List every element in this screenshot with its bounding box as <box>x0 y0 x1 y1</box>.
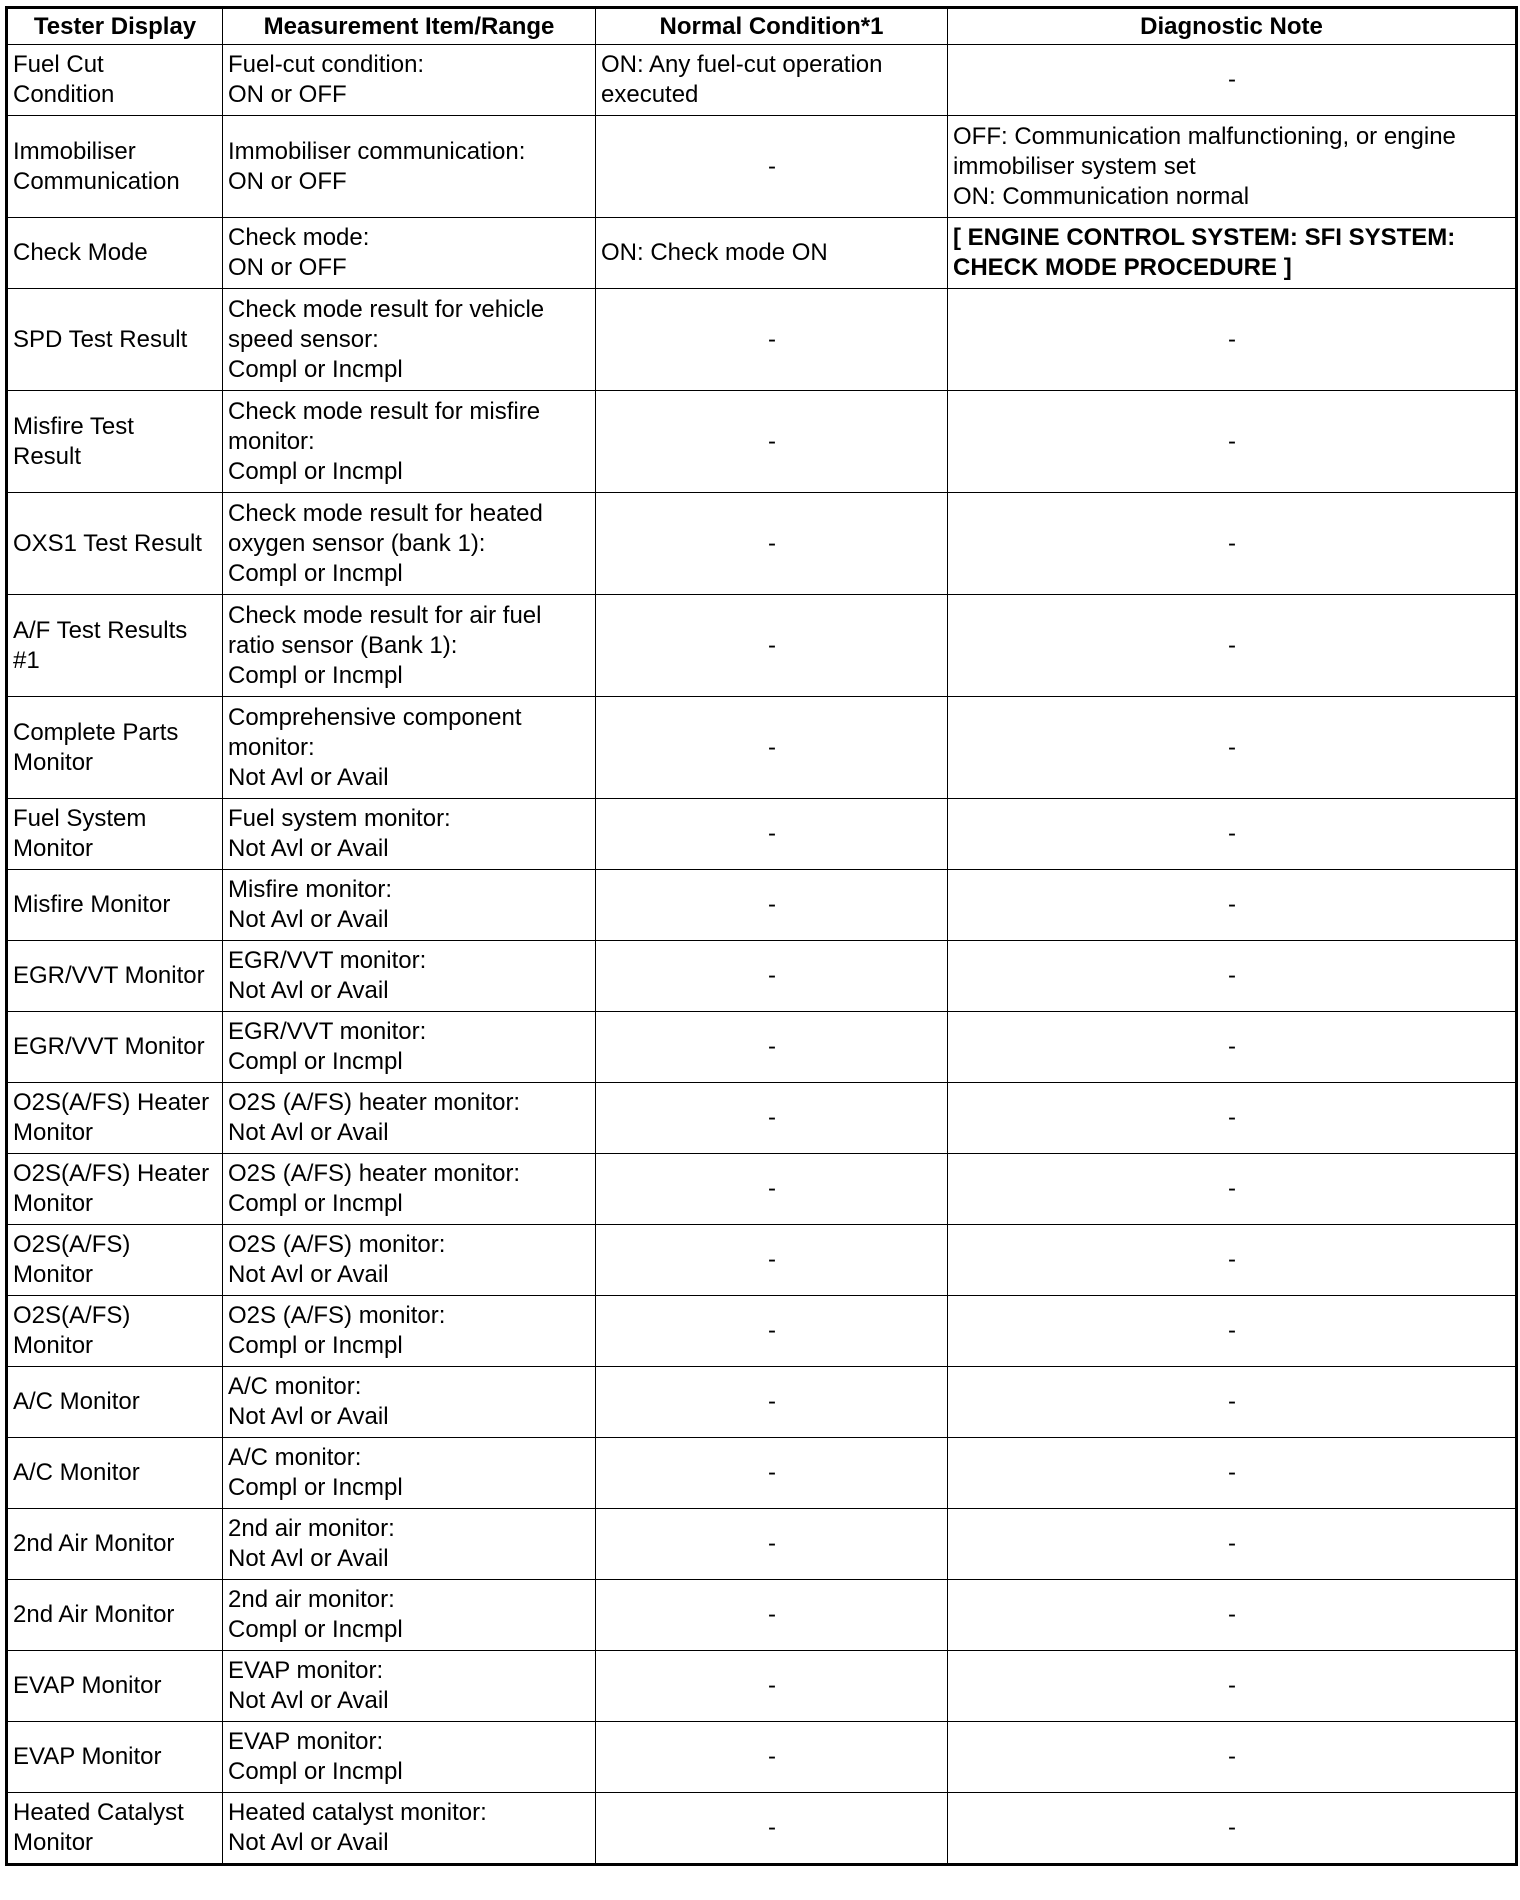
cell-text-line: - <box>1228 66 1236 93</box>
cell-text-line: - <box>1228 529 1236 557</box>
cell-tester-display <box>7 116 223 218</box>
cell-text-line: Not Avl or Avail <box>228 763 389 791</box>
cell-text-line: EGR/VVT Monitor <box>13 962 205 989</box>
cell-text-line: Compl or Incmpl <box>228 559 403 587</box>
cell-diagnostic-note <box>948 1793 1517 1865</box>
cell-text-line: Monitor <box>13 1261 94 1288</box>
cell-text-line: - <box>1228 1459 1236 1486</box>
cell-diagnostic-note <box>948 45 1517 116</box>
cell-text-line: - <box>768 325 776 353</box>
cell-diagnostic-note <box>948 595 1517 697</box>
cell-text-line: Compl or Incmpl <box>228 1474 403 1501</box>
data-list-table-wrapper <box>5 6 1518 1866</box>
cell-measurement-item <box>223 595 596 697</box>
cell-text-line: Monitor <box>13 1829 94 1856</box>
cell-text-line: EGR/VVT monitor: <box>228 947 427 974</box>
cell-text-line: Not Avl or Avail <box>228 1119 389 1146</box>
cell-text-line: EGR/VVT Monitor <box>13 1033 205 1060</box>
cell-measurement-item <box>223 941 596 1012</box>
cell-text-line: - <box>1228 891 1236 918</box>
cell-measurement-item <box>223 391 596 493</box>
cell-text-line: monitor: <box>228 427 315 455</box>
cell-text-line: ON: Communication normal <box>953 182 1250 210</box>
cell-measurement-item <box>223 1509 596 1580</box>
table-row <box>7 697 1517 799</box>
cell-text-line: - <box>1228 1104 1236 1131</box>
cell-tester-display <box>7 595 223 697</box>
cell-text-line: OXS1 Test Result <box>13 529 202 557</box>
cell-text-line: Check Mode <box>13 239 148 266</box>
cell-text-line: Complete Parts <box>13 718 179 746</box>
cell-text-line: ON or OFF <box>228 254 347 281</box>
cell-text-line: ON or OFF <box>228 167 347 195</box>
header-normal-condition: Normal Condition*1 <box>596 8 948 45</box>
cell-text-line: - <box>1228 820 1236 847</box>
cell-text-line: - <box>768 631 776 659</box>
cell-tester-display <box>7 697 223 799</box>
cell-text-line: O2S (A/FS) monitor: <box>228 1231 446 1258</box>
cell-text-line: - <box>768 529 776 557</box>
cell-diagnostic-note <box>948 1225 1517 1296</box>
cell-text-line: A/C Monitor <box>13 1459 140 1486</box>
cell-text-line: Fuel Cut <box>13 51 104 78</box>
cell-text-line: A/F Test Results <box>13 616 188 644</box>
cell-text-line: Not Avl or Avail <box>228 835 389 862</box>
cell-text-line: O2S (A/FS) monitor: <box>228 1302 446 1329</box>
cell-text-line: - <box>768 1530 776 1557</box>
table-row <box>7 1012 1517 1083</box>
cell-text-line: Check mode result for heated <box>228 499 543 527</box>
cell-text-line: Check mode result for air fuel <box>228 601 542 629</box>
table-row <box>7 1580 1517 1651</box>
cell-text-line: - <box>1228 962 1236 989</box>
table-row <box>7 1296 1517 1367</box>
cell-text-line: - <box>768 1246 776 1273</box>
cell-text-line: - <box>1228 631 1236 659</box>
cell-text-line: 2nd Air Monitor <box>13 1601 175 1628</box>
cell-text-line: O2S (A/FS) heater monitor: <box>228 1089 521 1116</box>
cell-text-line: Compl or Incmpl <box>228 1758 403 1785</box>
cell-normal-condition <box>596 1367 948 1438</box>
cell-text-line: - <box>1228 1672 1236 1699</box>
cell-diagnostic-note <box>948 1154 1517 1225</box>
table-row <box>7 1225 1517 1296</box>
cell-text-line: - <box>768 1104 776 1131</box>
cell-text-line: 2nd air monitor: <box>228 1515 395 1542</box>
cell-text-line: Compl or Incmpl <box>228 355 403 383</box>
cell-normal-condition <box>596 1154 948 1225</box>
cell-text-line: Monitor <box>13 1332 94 1359</box>
cell-text-line: A/C Monitor <box>13 1388 140 1415</box>
table-row <box>7 289 1517 391</box>
cell-text-line: Not Avl or Avail <box>228 906 389 933</box>
cell-text-line: O2S(A/FS) <box>13 1302 131 1329</box>
cell-diagnostic-note <box>948 1296 1517 1367</box>
cell-text-line: O2S(A/FS) Heater <box>13 1089 210 1116</box>
cell-text-line: EVAP Monitor <box>13 1672 162 1699</box>
cell-normal-condition <box>596 289 948 391</box>
cell-tester-display <box>7 799 223 870</box>
cell-text-line: Fuel system monitor: <box>228 805 451 832</box>
cell-measurement-item <box>223 1722 596 1793</box>
cell-text-line: O2S (A/FS) heater monitor: <box>228 1160 521 1187</box>
cell-text-line: - <box>768 1175 776 1202</box>
cell-tester-display <box>7 391 223 493</box>
cell-tester-display <box>7 1367 223 1438</box>
cell-tester-display <box>7 1793 223 1865</box>
cell-normal-condition <box>596 697 948 799</box>
table-row <box>7 391 1517 493</box>
cell-text-line: Monitor <box>13 835 94 862</box>
cell-text-line: monitor: <box>228 733 315 761</box>
cell-text-line: - <box>768 1601 776 1628</box>
cell-text-line: - <box>768 1743 776 1770</box>
table-row <box>7 1154 1517 1225</box>
cell-diagnostic-note <box>948 870 1517 941</box>
cell-text-line: Communication <box>13 167 180 195</box>
cell-tester-display <box>7 941 223 1012</box>
cell-text-line: EVAP Monitor <box>13 1743 162 1770</box>
cell-text-line: - <box>1228 1246 1236 1273</box>
cell-text-line: Compl or Incmpl <box>228 1332 403 1359</box>
cell-diagnostic-note <box>948 1012 1517 1083</box>
cell-text-line: - <box>1228 325 1236 353</box>
cell-text-line: - <box>768 1317 776 1344</box>
cell-normal-condition <box>596 493 948 595</box>
cell-text-line: immobiliser system set <box>953 152 1196 180</box>
cell-measurement-item <box>223 697 596 799</box>
table-row <box>7 799 1517 870</box>
cell-normal-condition <box>596 218 948 289</box>
cell-text-line: - <box>1228 1530 1236 1557</box>
cell-measurement-item <box>223 289 596 391</box>
header-row <box>7 8 1517 45</box>
cell-text-line: - <box>768 1814 776 1841</box>
cell-text-line: #1 <box>13 646 40 674</box>
cell-normal-condition <box>596 1580 948 1651</box>
cell-text-line: - <box>1228 1033 1236 1060</box>
cell-text-line: Not Avl or Avail <box>228 1261 389 1288</box>
table-row <box>7 1367 1517 1438</box>
cell-normal-condition <box>596 1722 948 1793</box>
table-row <box>7 941 1517 1012</box>
cell-normal-condition <box>596 1438 948 1509</box>
cell-text-line: Fuel System <box>13 805 147 832</box>
cell-text-line: Not Avl or Avail <box>228 1687 389 1714</box>
cell-text-line: O2S(A/FS) Heater <box>13 1160 210 1187</box>
cell-tester-display <box>7 1722 223 1793</box>
cell-text-line: executed <box>601 81 699 108</box>
cell-diagnostic-note <box>948 1367 1517 1438</box>
cell-text-line: SPD Test Result <box>13 325 188 353</box>
cell-tester-display <box>7 1012 223 1083</box>
table-row <box>7 1793 1517 1865</box>
cell-measurement-item <box>223 1296 596 1367</box>
cell-text-line: - <box>768 1388 776 1415</box>
cell-text-line: Misfire monitor: <box>228 876 393 903</box>
cell-diagnostic-note <box>948 218 1517 289</box>
cell-text-line: - <box>768 820 776 847</box>
table-row <box>7 1509 1517 1580</box>
cell-text-line: Result <box>13 442 82 470</box>
cell-measurement-item <box>223 1438 596 1509</box>
cell-text-line: - <box>768 1459 776 1486</box>
cell-normal-condition <box>596 1083 948 1154</box>
cell-text-line: - <box>768 152 776 180</box>
cell-text-line: - <box>1228 1317 1236 1344</box>
cell-text-line: - <box>768 891 776 918</box>
cell-text-line: ON: Check mode ON <box>601 239 828 266</box>
cell-measurement-item <box>223 1012 596 1083</box>
cell-text-line: Monitor <box>13 748 94 776</box>
cell-text-line: Compl or Incmpl <box>228 661 403 689</box>
cell-tester-display <box>7 289 223 391</box>
cell-measurement-item <box>223 1367 596 1438</box>
table-row <box>7 45 1517 116</box>
cell-text-line: EGR/VVT monitor: <box>228 1018 427 1045</box>
cell-tester-display <box>7 1296 223 1367</box>
cell-tester-display <box>7 1509 223 1580</box>
table-row <box>7 116 1517 218</box>
cell-diagnostic-note <box>948 1438 1517 1509</box>
cell-text-line: ratio sensor (Bank 1): <box>228 631 458 659</box>
table-row <box>7 1083 1517 1154</box>
table-row <box>7 1651 1517 1722</box>
cell-measurement-item <box>223 1793 596 1865</box>
header-tester-display: Tester Display <box>7 8 223 45</box>
cell-tester-display <box>7 1083 223 1154</box>
table-row <box>7 1438 1517 1509</box>
table-row <box>7 870 1517 941</box>
cell-text-line: Not Avl or Avail <box>228 977 389 1004</box>
cell-text-line: Not Avl or Avail <box>228 1545 389 1572</box>
cell-text-line: Monitor <box>13 1119 94 1146</box>
cell-text-line: - <box>768 1033 776 1060</box>
cell-tester-display <box>7 1154 223 1225</box>
cell-text-line: Check mode result for vehicle <box>228 295 545 323</box>
cell-text-line: - <box>1228 1814 1236 1841</box>
data-list-table <box>5 6 1518 1866</box>
cell-text-line: Misfire Monitor <box>13 891 171 918</box>
cell-tester-display <box>7 493 223 595</box>
cell-normal-condition <box>596 391 948 493</box>
cell-normal-condition <box>596 799 948 870</box>
cell-text-line: Compl or Incmpl <box>228 457 403 485</box>
cell-tester-display <box>7 1438 223 1509</box>
cell-normal-condition <box>596 941 948 1012</box>
cell-diagnostic-note <box>948 799 1517 870</box>
cell-text-line: - <box>1228 733 1236 761</box>
cell-text-line: - <box>1228 1601 1236 1628</box>
cell-text-line: ON: Any fuel-cut operation <box>601 51 883 78</box>
cell-measurement-item <box>223 45 596 116</box>
cell-text-line: ON or OFF <box>228 81 347 108</box>
cell-text-line: EVAP monitor: <box>228 1657 384 1684</box>
cell-tester-display <box>7 1651 223 1722</box>
cell-text-line: - <box>768 427 776 455</box>
cell-tester-display <box>7 218 223 289</box>
cell-normal-condition <box>596 45 948 116</box>
table-row <box>7 218 1517 289</box>
cell-text-line: - <box>1228 427 1236 455</box>
cell-diagnostic-note <box>948 1509 1517 1580</box>
cell-normal-condition <box>596 1793 948 1865</box>
cell-diagnostic-note <box>948 1651 1517 1722</box>
cell-diagnostic-note <box>948 1580 1517 1651</box>
cell-text-line: Heated catalyst monitor: <box>228 1799 487 1826</box>
cell-measurement-item <box>223 1651 596 1722</box>
cell-text-line: Condition <box>13 81 115 108</box>
cell-text-line: EVAP monitor: <box>228 1728 384 1755</box>
cell-text-line: Check mode: <box>228 224 370 251</box>
cell-measurement-item <box>223 493 596 595</box>
cell-diagnostic-note <box>948 493 1517 595</box>
cell-text-line: - <box>1228 1743 1236 1770</box>
table-row <box>7 1722 1517 1793</box>
cell-text-line: A/C monitor: <box>228 1373 362 1400</box>
cell-text-line: Misfire Test <box>13 412 134 440</box>
cell-text-line: Not Avl or Avail <box>228 1403 389 1430</box>
cell-text-line: - <box>768 962 776 989</box>
cell-text-line: Immobiliser communication: <box>228 137 526 165</box>
cell-text-line: speed sensor: <box>228 325 379 353</box>
cell-text-line: - <box>1228 1175 1236 1202</box>
cell-text-line: - <box>768 1672 776 1699</box>
cell-text-line: Compl or Incmpl <box>228 1048 403 1075</box>
cell-diagnostic-note <box>948 116 1517 218</box>
table-body <box>7 45 1517 1865</box>
cell-text-line: Comprehensive component <box>228 703 522 731</box>
cell-text-line: CHECK MODE PROCEDURE ] <box>953 254 1292 281</box>
header-diagnostic-note: Diagnostic Note <box>948 8 1517 45</box>
cell-normal-condition <box>596 1012 948 1083</box>
cell-text-line: A/C monitor: <box>228 1444 362 1471</box>
cell-text-line: oxygen sensor (bank 1): <box>228 529 486 557</box>
cell-text-line: Not Avl or Avail <box>228 1829 389 1856</box>
cell-text-line: Monitor <box>13 1190 94 1217</box>
cell-measurement-item <box>223 1225 596 1296</box>
cell-tester-display <box>7 45 223 116</box>
cell-diagnostic-note <box>948 289 1517 391</box>
cell-diagnostic-note <box>948 1083 1517 1154</box>
cell-text-line: Compl or Incmpl <box>228 1190 403 1217</box>
cell-text-line: 2nd air monitor: <box>228 1586 395 1613</box>
cell-text-line: 2nd Air Monitor <box>13 1530 175 1557</box>
cell-normal-condition <box>596 595 948 697</box>
cell-normal-condition <box>596 1296 948 1367</box>
cell-text-line: OFF: Communication malfunctioning, or engine <box>953 122 1456 150</box>
cell-measurement-item <box>223 1083 596 1154</box>
cell-diagnostic-note <box>948 697 1517 799</box>
cell-text-line: Heated Catalyst <box>13 1799 184 1826</box>
cell-tester-display <box>7 870 223 941</box>
cell-text-line: Compl or Incmpl <box>228 1616 403 1643</box>
cell-normal-condition <box>596 870 948 941</box>
cell-measurement-item <box>223 218 596 289</box>
cell-measurement-item <box>223 1154 596 1225</box>
cell-text-line: Fuel-cut condition: <box>228 51 425 78</box>
cell-normal-condition <box>596 1225 948 1296</box>
header-measurement-item-range: Measurement Item/Range <box>223 8 596 45</box>
cell-text-line: Check mode result for misfire <box>228 397 541 425</box>
table-row <box>7 595 1517 697</box>
cell-text-line: - <box>1228 1388 1236 1415</box>
cell-measurement-item <box>223 1580 596 1651</box>
cell-tester-display <box>7 1225 223 1296</box>
cell-diagnostic-note <box>948 391 1517 493</box>
cell-normal-condition <box>596 1509 948 1580</box>
cell-measurement-item <box>223 799 596 870</box>
cell-normal-condition <box>596 116 948 218</box>
cell-measurement-item <box>223 870 596 941</box>
cell-tester-display <box>7 1580 223 1651</box>
cell-text-line: [ ENGINE CONTROL SYSTEM: SFI SYSTEM: <box>953 224 1456 251</box>
cell-text-line: - <box>768 733 776 761</box>
cell-diagnostic-note <box>948 1722 1517 1793</box>
cell-text-line: O2S(A/FS) <box>13 1231 131 1258</box>
table-row <box>7 493 1517 595</box>
cell-measurement-item <box>223 116 596 218</box>
cell-diagnostic-note <box>948 941 1517 1012</box>
cell-normal-condition <box>596 1651 948 1722</box>
cell-text-line: Immobiliser <box>13 137 136 165</box>
